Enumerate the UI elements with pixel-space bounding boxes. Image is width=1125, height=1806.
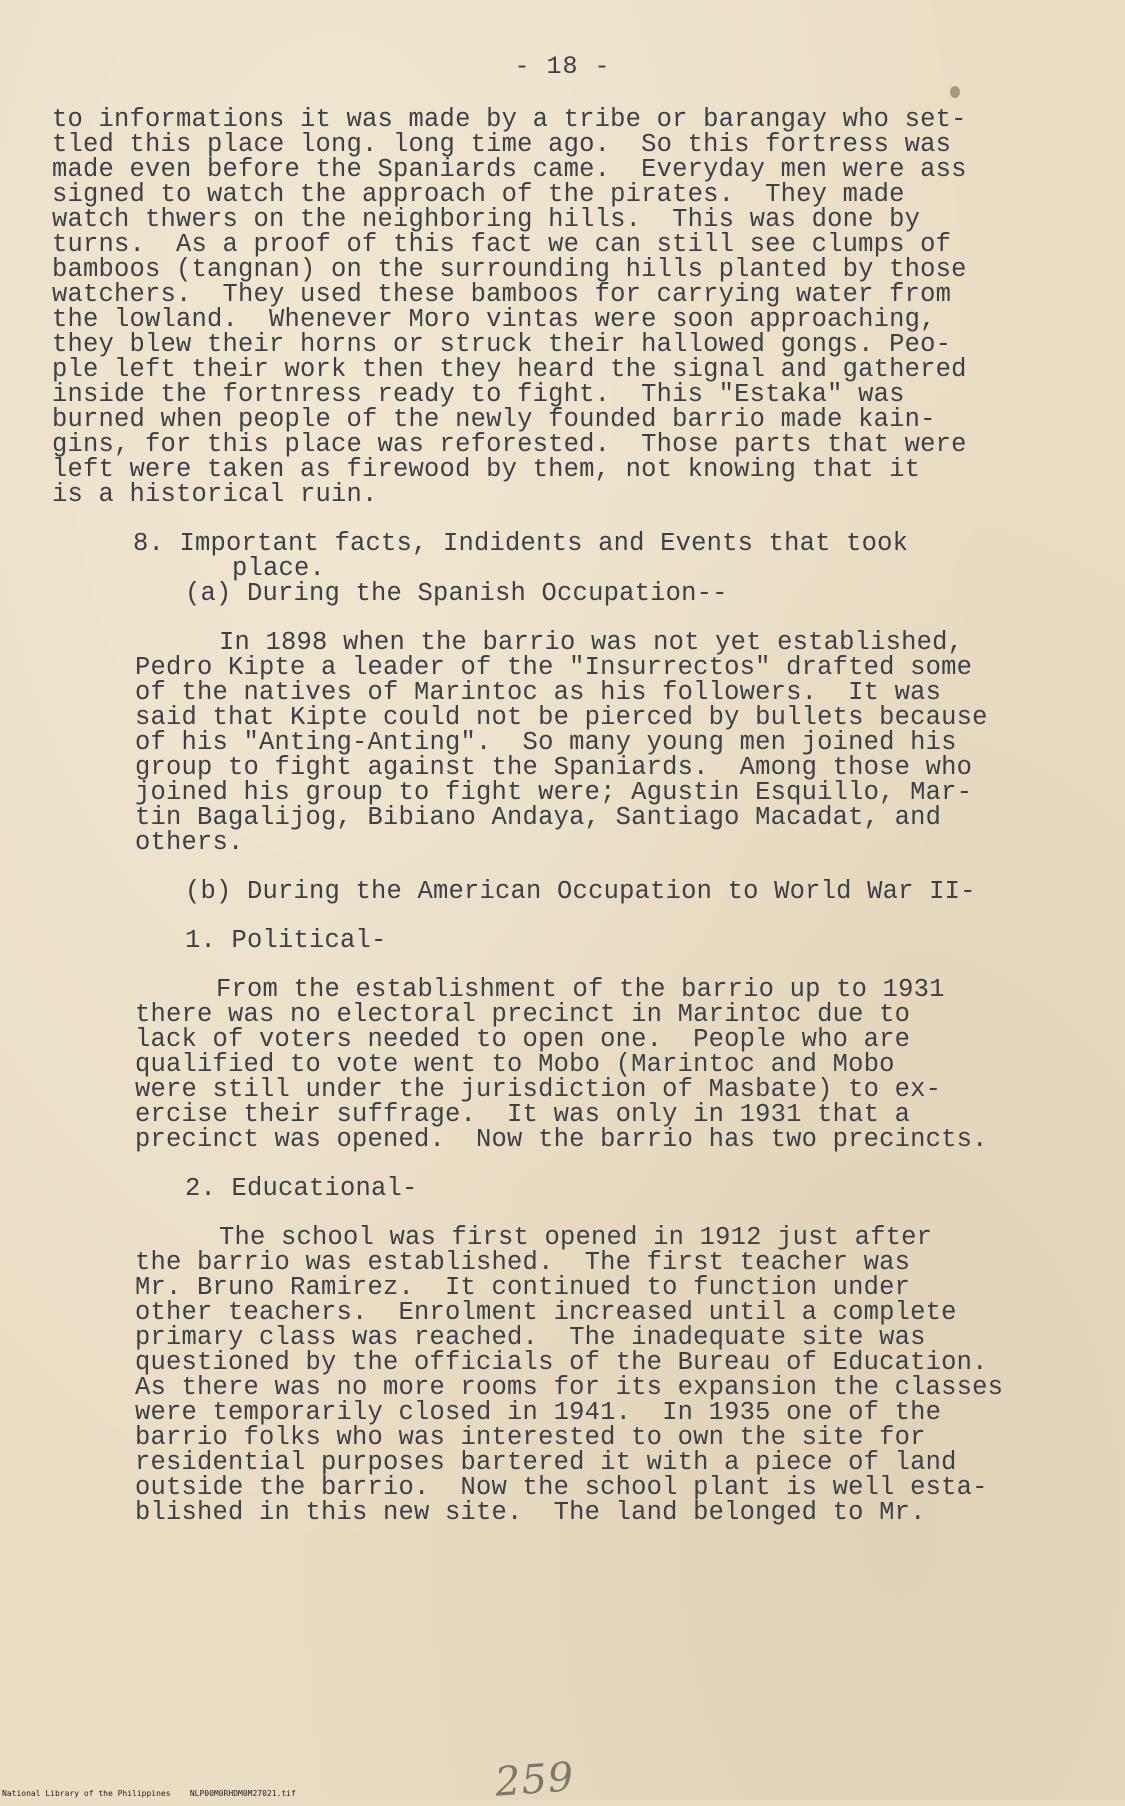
text-line: others. (135, 828, 244, 857)
text-line: were still under the jurisdiction of Masbate) to ex- (135, 1075, 942, 1104)
text-line: tled this place long. long time ago. So this fortress was (52, 130, 952, 159)
text-line: ple left their work then they heard the signal and gathered (52, 355, 967, 384)
text-line: tin Bagalijog, Bibiano Andaya, Santiago Macadat, and (135, 803, 942, 832)
text-line: questioned by the officials of the Bureau of Education. (135, 1348, 988, 1377)
text-line: blished in this new site. The land belonged to Mr. (135, 1498, 926, 1527)
text-line: the lowland. Whenever Moro vintas were soon approaching, (52, 305, 936, 334)
text-line: the barrio was established. The first teacher was (135, 1248, 911, 1277)
text-line: of the natives of Marintoc as his followers. It was (135, 678, 942, 707)
text-line: is a historical ruin. (52, 480, 378, 509)
text-line: turns. As a proof of this fact we can still see clumps of (52, 230, 952, 259)
archive-footer: National Library of the Philippines NLP00M0RHDM0M27021.tif (2, 1789, 296, 1798)
text-line: joined his group to fight were; Agustin Esquillo, Mar- (135, 778, 973, 807)
text-line: burned when people of the newly founded barrio made kain- (52, 405, 936, 434)
text-line: said that Kipte could not be pierced by bullets because (135, 703, 988, 732)
ink-spot (950, 86, 960, 98)
text-line: ercise their suffrage. It was only in 1931 that a (135, 1100, 911, 1129)
text-line: From the establishment of the barrio up to 1931 (216, 975, 945, 1004)
text-line: there was no electoral precinct in Marintoc due to (135, 1000, 911, 1029)
text-line: 8. Important facts, Indidents and Events that took (133, 529, 909, 558)
text-line: 2. Educational- (185, 1174, 418, 1203)
text-line: inside the fortnress ready to fight. This "Estaka" was (52, 380, 905, 409)
text-line: The school was first opened in 1912 just after (219, 1223, 933, 1252)
text-line: they blew their horns or struck their hallowed gongs. Peo- (52, 330, 952, 359)
text-line: watchers. They used these bamboos for carrying water from (52, 280, 952, 309)
text-line: (a) During the Spanish Occupation-- (185, 579, 728, 608)
text-line: lack of voters needed to open one. People who are (135, 1025, 911, 1054)
text-line: 1. Political- (185, 926, 387, 955)
text-line: (b) During the American Occupation to World War II- (185, 877, 976, 906)
text-line: of his "Anting-Anting". So many young men joined his (135, 728, 957, 757)
text-line: to informations it was made by a tribe or barangay who set- (52, 105, 967, 134)
text-line: residential purposes bartered it with a piece of land (135, 1448, 957, 1477)
text-line: other teachers. Enrolment increased until a complete (135, 1298, 957, 1327)
text-line: Pedro Kipte a leader of the "Insurrectos" drafted some (135, 653, 973, 682)
text-line: precinct was opened. Now the barrio has two precincts. (135, 1125, 988, 1154)
text-line: In 1898 when the barrio was not yet established, (219, 628, 964, 657)
text-line: barrio folks who was interested to own the site for (135, 1423, 926, 1452)
text-line: were temporarily closed in 1941. In 1935 one of the (135, 1398, 942, 1427)
text-line: outside the barrio. Now the school plant is well esta- (135, 1473, 988, 1502)
text-line: group to fight against the Spaniards. Among those who (135, 753, 973, 782)
text-line: gins, for this place was reforested. Those parts that were (52, 430, 967, 459)
text-line: left were taken as firewood by them, not knowing that it (52, 455, 921, 484)
text-line: primary class was reached. The inadequate site was (135, 1323, 926, 1352)
text-line: As there was no more rooms for its expansion the classes (135, 1373, 1004, 1402)
text-line: signed to watch the approach of the pirates. They made (52, 180, 905, 209)
page-number: - 18 - (514, 52, 611, 81)
text-line: watch thwers on the neighboring hills. This was done by (52, 205, 921, 234)
handwritten-page-number: 259 (493, 1754, 576, 1806)
text-line: qualified to vote went to Mobo (Marintoc and Mobo (135, 1050, 895, 1079)
text-line: Mr. Bruno Ramirez. It continued to function under (135, 1273, 911, 1302)
text-line: place. (232, 554, 326, 583)
text-line: bamboos (tangnan) on the surrounding hills planted by those (52, 255, 967, 284)
text-line: made even before the Spaniards came. Everyday men were ass (52, 155, 967, 184)
